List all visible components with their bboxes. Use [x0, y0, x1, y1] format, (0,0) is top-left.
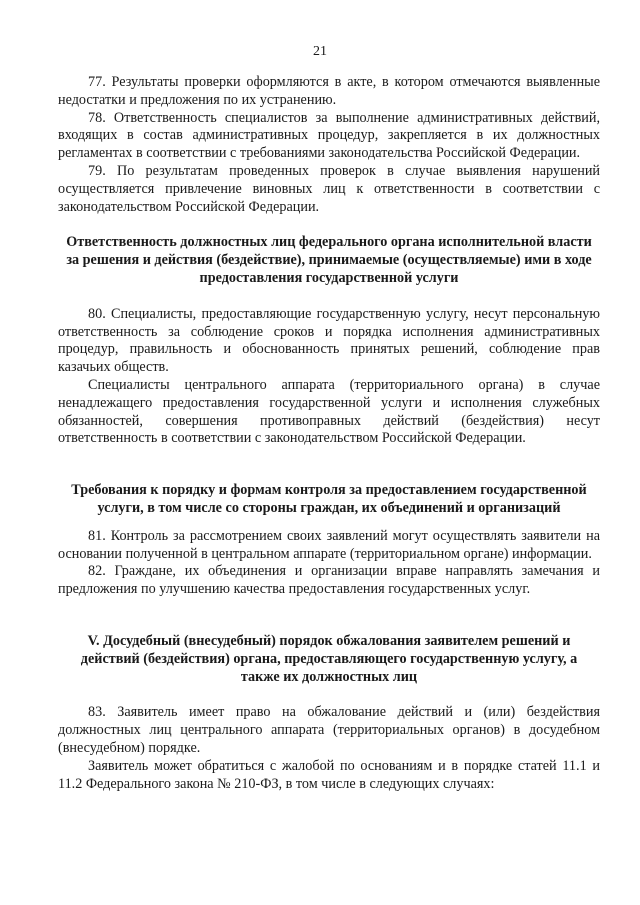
section-heading-responsibility: Ответственность должностных лиц федерального органа исполнительной власти за решения и действия (бездействие), принимаемые (осуществляемые) ими в ходе предоставления государственной услуги [66, 234, 592, 286]
paragraph-83: 83. Заявитель имеет право на обжалование действий и (или) бездействия должностных лиц центрального аппарата (территориальных органов) в досудебном (внесудебном) порядке. [58, 704, 600, 756]
paragraph-77: 77. Результаты проверки оформляются в акте, в котором отмечаются выявленные недостатки и предложения по их устранению. [58, 74, 600, 108]
paragraph-82: 82. Граждане, их объединения и организации вправе направлять замечания и предложения по улучшению качества предоставления государственных услуг. [58, 563, 600, 598]
paragraph-80-continued: Специалисты центрального аппарата (территориального органа) в случае ненадлежащего предоставления государственной услуги и исполнения служебных обязанностей, совершения противоправных действий (бездействия) несут ответственность в соответствии с законодательством Российской Федерации. [58, 376, 600, 447]
section-heading-pretrial-appeal: V. Досудебный (внесудебный) порядок обжалования заявителем решений и действий (бездействия) органа, предоставляющего государственную услугу, а также их должностных лиц [80, 632, 578, 685]
section-heading-control-requirements: Требования к порядку и формам контроля за предоставлением государственной услуги, в том числе со стороны граждан, их объединений и организаций [71, 482, 587, 516]
paragraph-81: 81. Контроль за рассмотрением своих заявлений могут осуществлять заявители на основании полученной в центральном аппарате (территориальном органе) информации. [58, 527, 600, 562]
page-number: 21 [313, 44, 327, 59]
paragraph-79: 79. По результатам проведенных проверок в случае выявления нарушений осуществляется привлечение виновных лиц к ответственности в соответствии с законодательством Российской Федерации. [58, 162, 600, 215]
paragraph-83-continued: Заявитель может обратиться с жалобой по основаниям и в порядке статей 11.1 и 11.2 Федерального закона № 210-ФЗ, в том числе в следующих случаях: [58, 757, 600, 792]
paragraph-80: 80. Специалисты, предоставляющие государственную услугу, несут персональную ответственность за соблюдение сроков и порядка исполнения административных процедур, правильность и обоснованность принятых решений, соблюдение прав казачьих обществ. [58, 305, 600, 376]
paragraph-78: 78. Ответственность специалистов за выполнение административных действий, входящих в состав административных процедур, закрепляется в их должностных регламентах в соответствии с требованиями законодательства Российской Федерации. [58, 109, 600, 162]
